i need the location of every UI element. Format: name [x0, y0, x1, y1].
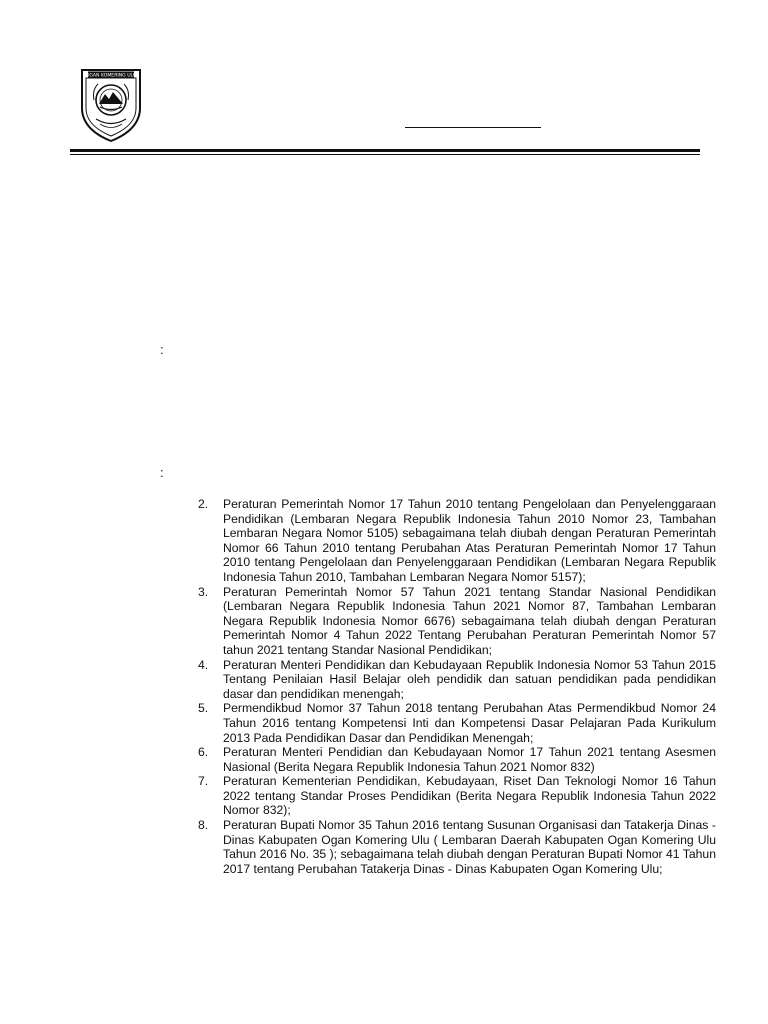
list-item-number: 8. [198, 818, 209, 833]
list-item [196, 818, 716, 876]
svg-text:OGAN KOMERING ULU: OGAN KOMERING ULU [85, 73, 137, 79]
list-item-number: 4. [198, 657, 209, 672]
list-item-text: Peraturan Pemerintah Nomor 17 Tahun 2010 tentang Pengelolaan dan Penyelenggaraan Pendidikan (Lembaran Negara Republik Indonesia Tahun 2010 Nomor 23, Tambahan Lembaran Negara Nomor 5105) sebagaimana telah diubah dengan Peraturan Pemerintah Nomor 66 Tahun 2010 tentang Perubahan Atas Peraturan Pemerintah Nomor 17 Tahun 2010 tentang Pengelolaan dan Penyelenggaraan Pendidikan (Lembaran Negara Republik Indonesia Tahun 2010, Tambahan Lembaran Negara Nomor 5157); [223, 497, 716, 584]
section-colon-menimbang: : [160, 342, 164, 357]
list-item [196, 658, 716, 702]
list-item-number: 7. [198, 774, 209, 789]
list-item-text: Peraturan Pemerintah Nomor 57 Tahun 2021 tentang Standar Nasional Pendidikan (Lembaran Negara Republik Indonesia Tahun 2021 Nomor 87, Tambahan Lembaran Negara Republik Indonesia Nomor 6676) sebagaimana telah diubah dengan Peraturan Pemerintah Nomor 4 Tahun 2022 Tentang Perubahan Peraturan Pemerintah Nomor 57 tahun 2021 tentang Standar Nasional Pendidikan; [223, 584, 716, 657]
list-item-text: Permendikbud Nomor 37 Tahun 2018 tentang Perubahan Atas Permendikbud Nomor 24 Tahun 2016 tentang Kompetensi Inti dan Kompetensi Dasar Pelajaran Pada Kurikulum 2013 Pada Pendidikan Dasar dan Pendidikan Menengah; [223, 701, 716, 745]
letterhead-divider-thin [70, 154, 700, 155]
list-item-number: 3. [198, 584, 209, 599]
list-item-text: Peraturan Kementerian Pendidikan, Kebudayaan, Riset Dan Teknologi Nomor 16 Tahun 2022 tentang Standar Proses Pendidikan (Berita Negara Republik Indonesia Tahun 2022 Nomor 832); [223, 774, 716, 818]
list-item [196, 585, 716, 658]
list-item-text: Peraturan Menteri Pendidian dan Kebudayaan Nomor 17 Tahun 2021 tentang Asesmen Nasional (Berita Negara Republik Indonesia Tahun 2021 Nomor 832) [223, 745, 716, 774]
legal-basis-list [196, 497, 716, 876]
letterhead-divider-thick [70, 149, 700, 152]
list-item-number: 6. [198, 745, 209, 760]
list-item-text: Peraturan Menteri Pendidikan dan Kebudayaan Republik Indonesia Nomor 53 Tahun 2015 Tentang Penilaian Hasil Belajar oleh pendidik dan satuan pendidikan pada pendidikan dasar dan pendidikan menengah; [223, 657, 716, 701]
list-item [196, 745, 716, 774]
shield-emblem-icon [78, 64, 144, 144]
regency-coat-of-arms-logo [78, 64, 144, 144]
list-item-number: 5. [198, 701, 209, 716]
list-item [196, 497, 716, 585]
list-item-number: 2. [198, 497, 209, 511]
list-item [196, 701, 716, 745]
title-underline [405, 127, 541, 128]
list-item-text: Peraturan Bupati Nomor 35 Tahun 2016 tentang Susunan Organisasi dan Tatakerja Dinas - Dinas Kabupaten Ogan Komering Ulu ( Lembaran Daerah Kabupaten Ogan Komering Ulu Tahun 2016 No. 35 ); sebagaimana telah diubah dengan Peraturan Bupati Nomor 41 Tahun 2017 tentang Perubahan Tatakerja Dinas - Dinas Kabupaten Ogan Komering Ulu; [223, 818, 716, 876]
section-colon-mengingat: : [160, 465, 164, 480]
list-item [196, 774, 716, 818]
